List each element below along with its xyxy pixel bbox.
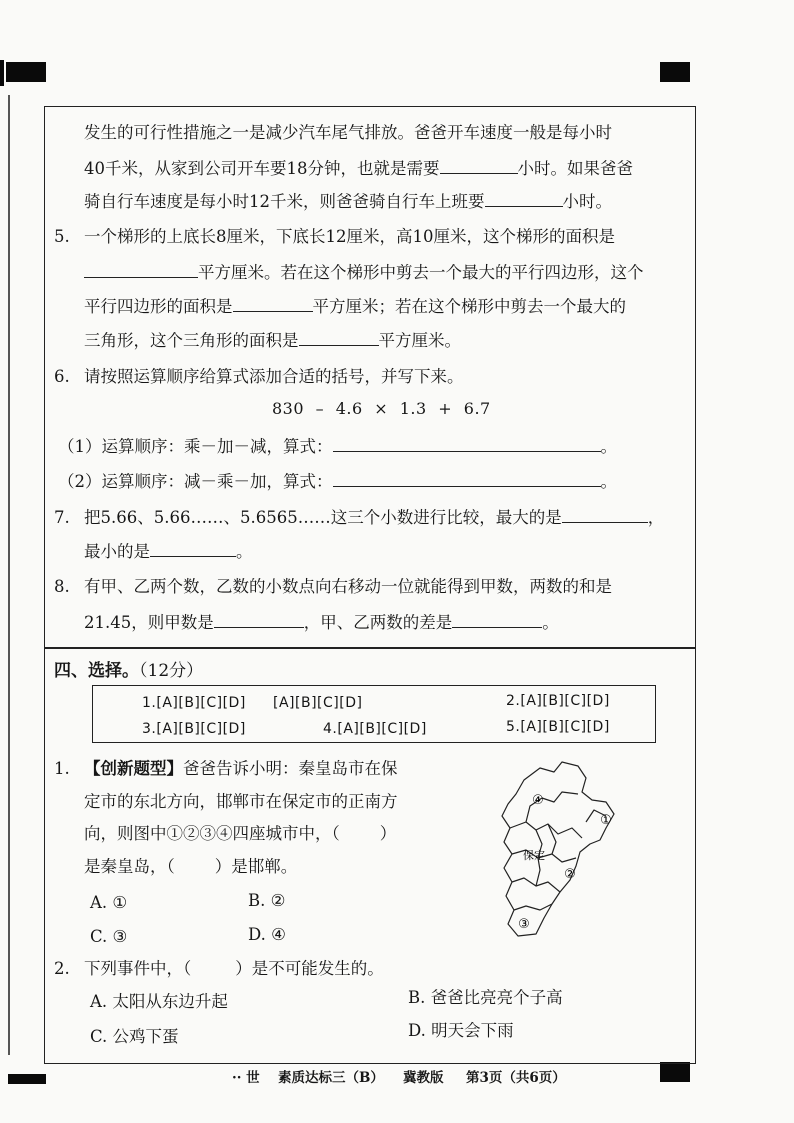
registration-mark-top-right: [660, 62, 690, 82]
section-title: 四、选择。（12分）: [54, 661, 204, 681]
c1-option-a[interactable]: A. ①: [90, 893, 128, 912]
q6-sub2: （2）运算顺序：减－乘－加，算式： 。: [58, 472, 617, 491]
c2-option-d[interactable]: D. 明天会下雨: [408, 1021, 514, 1040]
c2-option-b[interactable]: B. 爸爸比亮亮个子高: [408, 988, 563, 1007]
q7-line1: 把5.66、5.66……、5.6565……这三个小数进行比较，最大的是 ，: [84, 508, 665, 527]
q8-blank-2[interactable]: [452, 613, 542, 628]
q7-number: 7.: [54, 508, 70, 527]
registration-mark-bottom-right: [660, 1062, 690, 1082]
q8-number: 8.: [54, 577, 70, 596]
map-marker-1: ①: [600, 813, 612, 828]
map-label-baoding: 保定: [523, 849, 545, 862]
q5-line1: 一个梯形的上底长8厘米，下底长12厘米，高10厘米，这个梯形的面积是: [84, 227, 615, 246]
answer-row-1-extra[interactable]: [A][B][C][D]: [273, 695, 363, 711]
q5-blank-2[interactable]: [233, 297, 313, 312]
answer-row-5[interactable]: 5.[A][B][C][D]: [506, 719, 610, 735]
q6-number: 6.: [54, 367, 70, 386]
q5-number: 5.: [54, 227, 70, 246]
map-marker-4: ④: [532, 793, 544, 808]
q6-text: 请按照运算顺序给算式添加合适的括号，并写下来。: [84, 367, 464, 386]
answer-row-2[interactable]: 2.[A][B][C][D]: [506, 693, 610, 709]
registration-mark-top-left: [6, 62, 46, 82]
registration-mark-bottom-left: [8, 1074, 46, 1084]
q4-line3: 骑自行车速度是每小时12千米，则爸爸骑自行车上班要 小时。: [84, 192, 612, 211]
footer-fragment: ·· 世: [232, 1070, 260, 1086]
q6-blank-2[interactable]: [333, 472, 601, 487]
q5-line4: 三角形，这个三角形的面积是 平方厘米。: [84, 331, 461, 350]
hebei-map-illustration: [496, 758, 616, 940]
c1-option-c[interactable]: C. ③: [90, 927, 128, 946]
q5-line2: 平方厘米。若在这个梯形中剪去一个最大的平行四边形，这个: [84, 262, 644, 284]
c2-number: 2.: [54, 959, 70, 978]
q6-sub1: （1）运算顺序：乘－加－减，算式： 。: [58, 437, 617, 456]
footer-title: 素质达标三（B）: [278, 1070, 384, 1086]
q5-line3: 平行四边形的面积是 平方厘米；若在这个梯形中剪去一个最大的: [84, 297, 626, 316]
footer-edition: 冀教版: [403, 1070, 444, 1086]
c1-number: 1.: [54, 759, 70, 778]
c1-line2: 定市的东北方向，邯郸市在保定市的正南方: [84, 792, 398, 811]
q5-blank-3[interactable]: [299, 331, 379, 346]
answer-row-3[interactable]: 3.[A][B][C][D]: [142, 721, 246, 737]
q8-line2: 21.45，则甲数是 ，甲、乙两数的差是 。: [84, 613, 559, 632]
c1-line4: 是秦皇岛，（ ）是邯郸。: [84, 857, 298, 876]
left-margin-line: [8, 95, 10, 1055]
q8-blank-1[interactable]: [214, 613, 304, 628]
q4-line2: 40千米，从家到公司开车要18分钟，也就是需要 小时。如果爸爸: [84, 159, 633, 178]
q7-blank-2[interactable]: [150, 542, 236, 557]
q4-blank-1[interactable]: [440, 159, 518, 174]
c1-option-b[interactable]: B. ②: [248, 891, 286, 910]
c2-option-c[interactable]: C. 公鸡下蛋: [90, 1027, 179, 1046]
q6-formula: 830 – 4.6 × 1.3 + 6.7: [272, 399, 491, 418]
q7-line2: 最小的是 。: [84, 542, 253, 561]
c2-option-a[interactable]: A. 太阳从东边升起: [90, 992, 228, 1011]
c1-line3: 向，则图中①②③④四座城市中，（ ）: [84, 824, 397, 843]
q4-line1: 发生的可行性措施之一是减少汽车尾气排放。爸爸开车速度一般是每小时: [84, 123, 612, 142]
answer-row-4[interactable]: 4.[A][B][C][D]: [323, 721, 427, 737]
q4-blank-2[interactable]: [485, 192, 563, 207]
q8-line1: 有甲、乙两个数，乙数的小数点向右移动一位就能得到甲数，两数的和是: [84, 577, 612, 596]
map-marker-2: ②: [564, 867, 576, 882]
c1-option-d[interactable]: D. ④: [248, 925, 286, 944]
answer-row-1[interactable]: 1.[A][B][C][D]: [142, 695, 246, 711]
map-marker-3: ③: [518, 917, 530, 932]
registration-mark-top-left-edge: [0, 60, 4, 86]
q5-blank-1[interactable]: [84, 263, 198, 278]
footer-page-number: 第3页（共6页）: [466, 1070, 566, 1086]
q6-blank-1[interactable]: [333, 437, 601, 452]
q7-blank-1[interactable]: [562, 508, 648, 523]
c2-question: 下列事件中，（ ）是不可能发生的。: [84, 959, 384, 978]
c1-line1: 【创新题型】爸爸告诉小明：秦皇岛市在保: [84, 759, 398, 778]
